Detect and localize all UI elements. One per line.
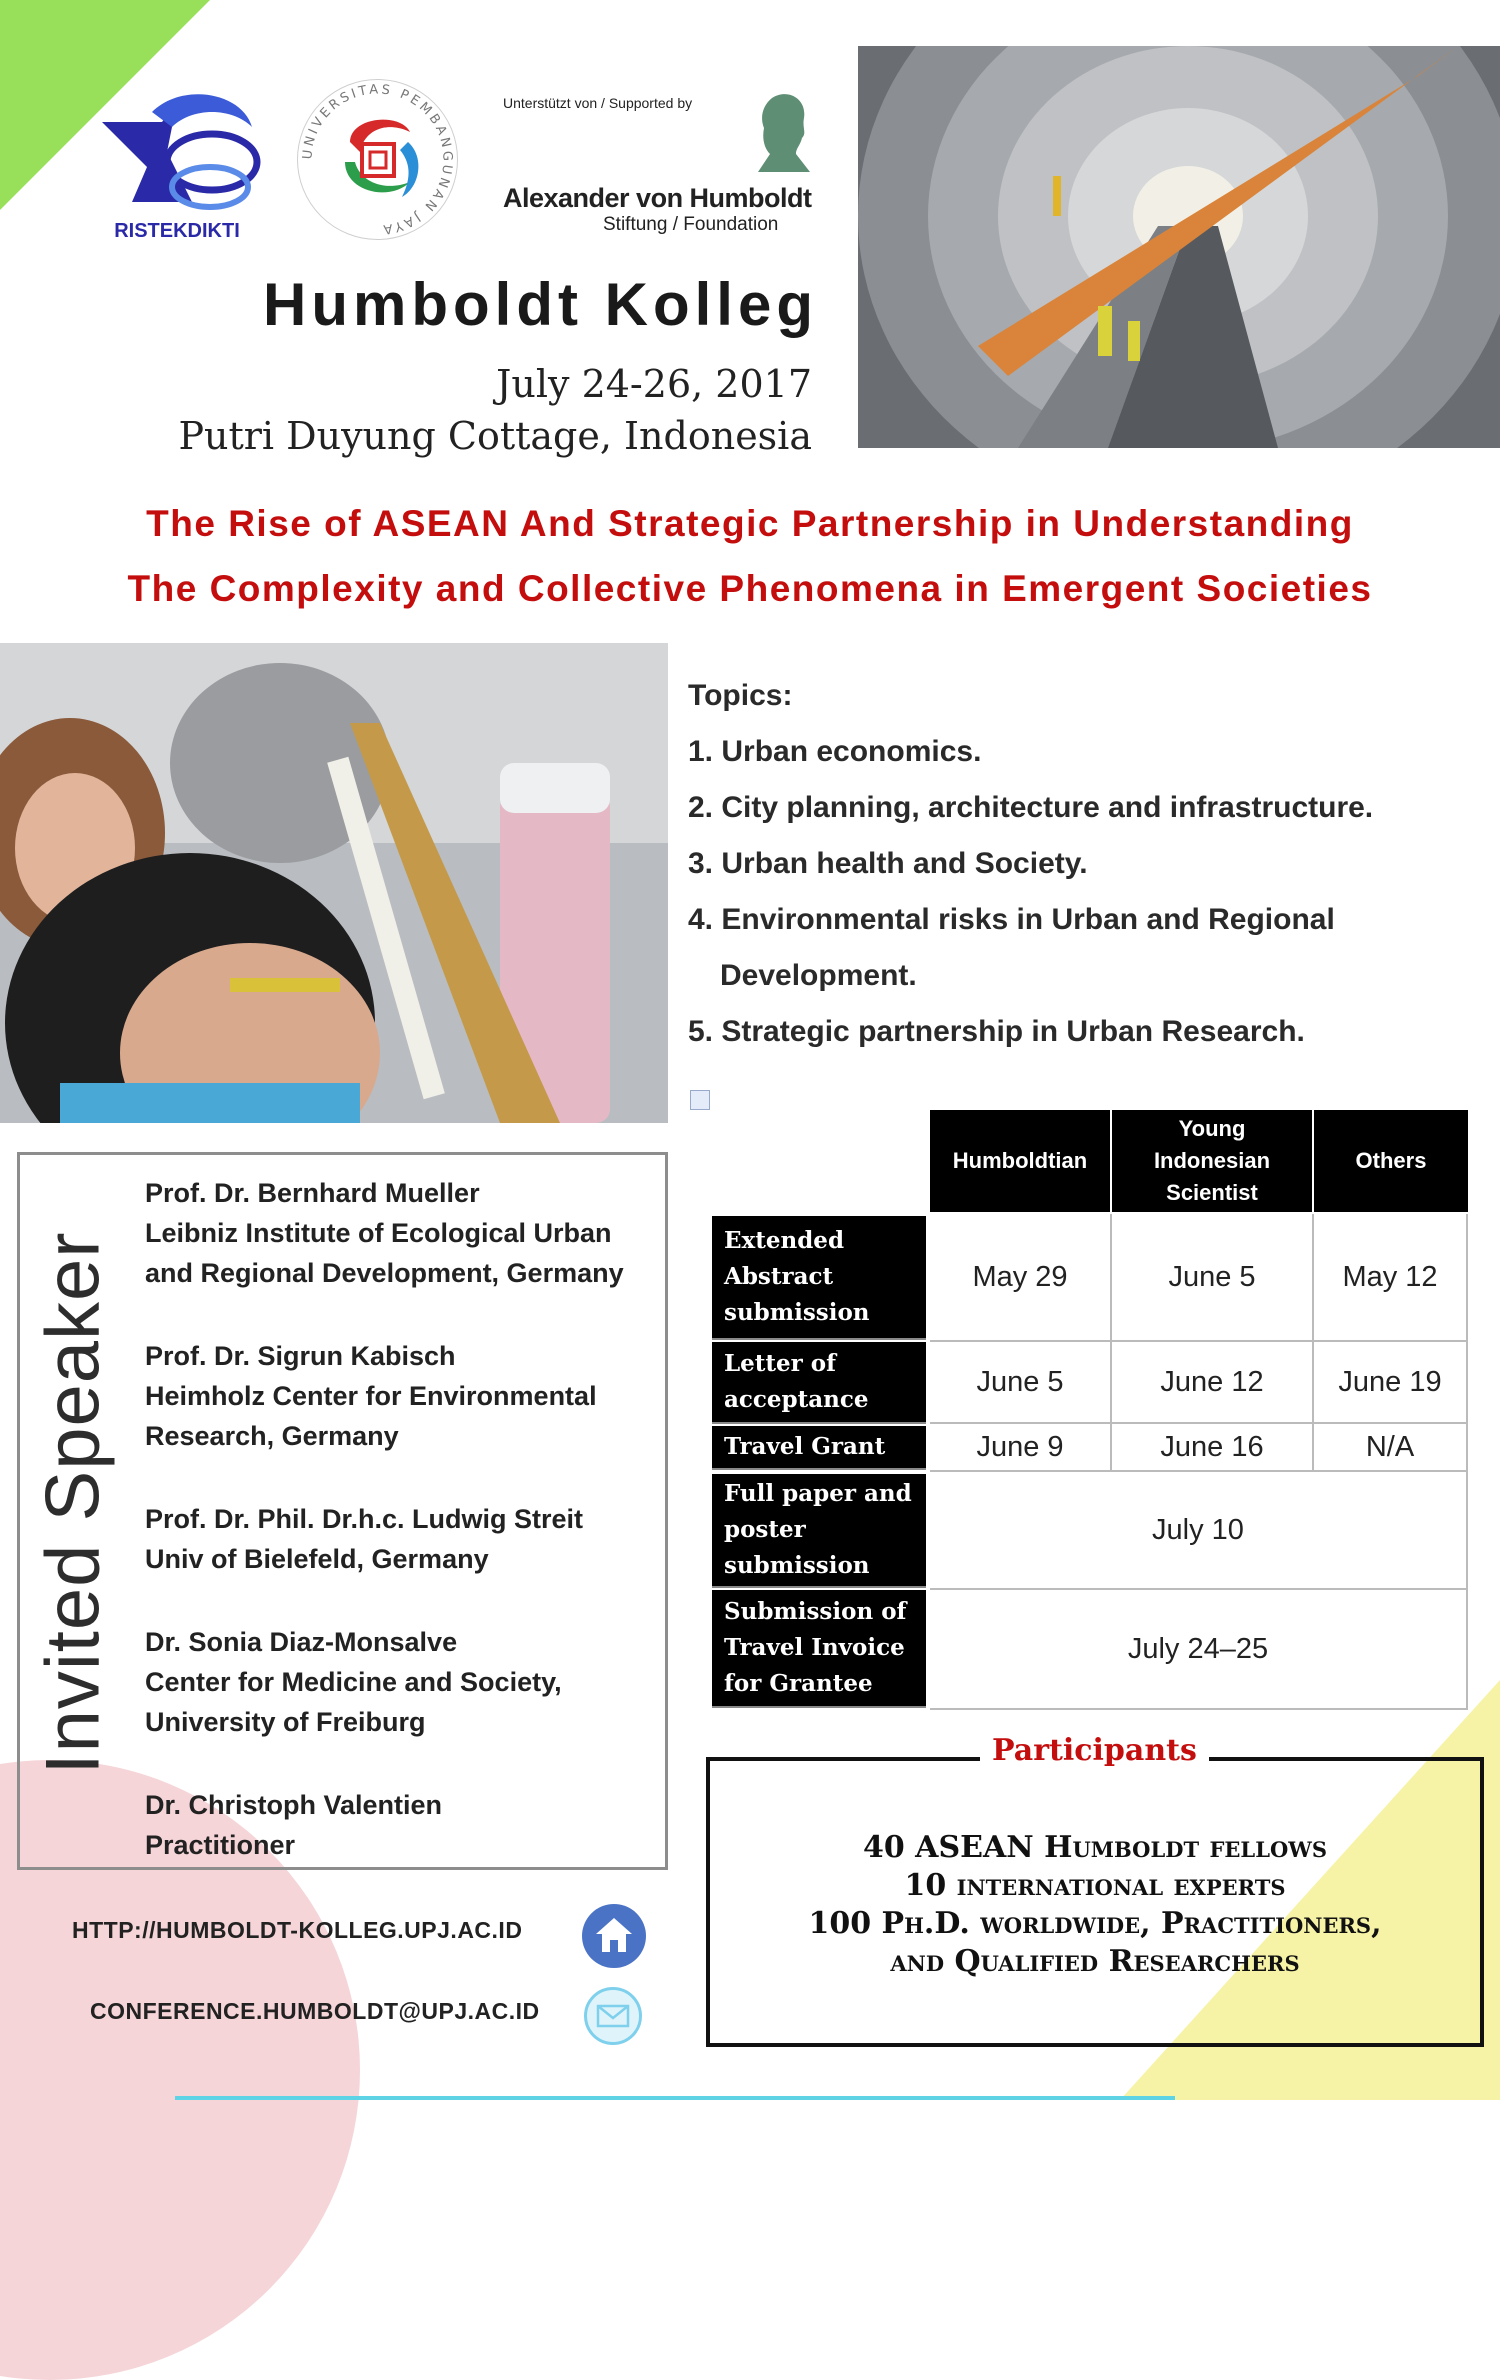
humboldt-foundation-sub: Stiftung / Foundation — [603, 214, 779, 235]
speaker-name: Prof. Dr. Phil. Dr.h.c. Ludwig Streit — [145, 1504, 584, 1534]
row-label: Full paper and poster submission — [712, 1474, 926, 1588]
topic-item: 5. Strategic partnership in Urban Research. — [688, 1015, 1305, 1048]
row-label: Extended Abstract submission — [712, 1216, 926, 1340]
table-cell: May 12 — [1314, 1214, 1468, 1342]
speaker-entry — [145, 1336, 597, 1456]
table-move-handle-icon — [690, 1090, 710, 1110]
ristekdikti-logo — [92, 82, 262, 242]
ristekdikti-wordmark: RISTEKDIKTI — [114, 220, 240, 242]
humboldt-bust-icon — [752, 88, 814, 176]
page-title: Humboldt Kolleg — [263, 271, 818, 338]
home-icon[interactable] — [582, 1904, 646, 1968]
topic-item-continuation: Development. — [720, 959, 917, 992]
table-cell: June 16 — [1112, 1424, 1314, 1472]
invited-speaker-heading: Invited Speaker — [30, 1231, 116, 1775]
speaker-name: Prof. Dr. Sigrun Kabisch — [145, 1341, 456, 1371]
theme-line-2: The Complexity and Collective Phenomena in Emergent Societies — [127, 568, 1373, 609]
participants-line: 100 Ph.D. worldwide, Practitioners, — [808, 1906, 1382, 1941]
speaker-entry — [145, 1173, 624, 1293]
humboldt-supported-by: Unterstützt von / Supported by — [503, 95, 693, 111]
table-cell: June 5 — [930, 1342, 1112, 1424]
table-cell: June 9 — [930, 1424, 1112, 1472]
speaker-entry — [145, 1622, 562, 1742]
tunnel-photo — [858, 46, 1500, 448]
speaker-entry — [145, 1499, 583, 1579]
speaker-name: Dr. Christoph Valentien — [145, 1790, 443, 1820]
humboldt-foundation-name: Alexander von Humboldt — [503, 183, 812, 213]
topic-item: 2. City planning, architecture and infrastructure. — [688, 791, 1374, 824]
speaker-affiliation: University of Freiburg — [145, 1707, 426, 1737]
speaker-affiliation: Heimholz Center for Environmental — [145, 1381, 597, 1411]
speaker-affiliation: Practitioner — [145, 1830, 296, 1860]
table-cell: June 5 — [1112, 1214, 1314, 1342]
event-venue: Putri Duyung Cottage, Indonesia — [178, 414, 812, 458]
topic-item: 1. Urban economics. — [688, 735, 982, 768]
column-header: Others — [1314, 1110, 1468, 1212]
speaker-name: Dr. Sonia Diaz-Monsalve — [145, 1627, 458, 1657]
row-label: Letter of acceptance — [712, 1342, 926, 1424]
email-link[interactable]: CONFERENCE.HUMBOLDT@UPJ.AC.ID — [90, 1998, 540, 2024]
table-cell: June 12 — [1112, 1342, 1314, 1424]
upj-logo — [290, 72, 465, 247]
table-cell: N/A — [1314, 1424, 1468, 1472]
row-label: Submission of Travel Invoice for Grantee — [712, 1590, 926, 1708]
mail-icon[interactable] — [584, 1987, 642, 2045]
table-cell-merged: July 10 — [930, 1472, 1468, 1590]
topic-item: 4. Environmental risks in Urban and Regional — [688, 903, 1335, 936]
speaker-affiliation: Univ of Bielefeld, Germany — [145, 1544, 489, 1574]
row-label: Travel Grant — [712, 1426, 926, 1470]
theme-line-1: The Rise of ASEAN And Strategic Partnership in Understanding — [146, 503, 1354, 544]
speaker-name: Prof. Dr. Bernhard Mueller — [145, 1178, 480, 1208]
upj-ring-text: UNIVERSITAS PEMBANGUNAN JAYA — [300, 82, 455, 237]
table-cell: May 29 — [930, 1214, 1112, 1342]
topic-item: 3. Urban health and Society. — [688, 847, 1088, 880]
table-cell-merged: July 24–25 — [930, 1590, 1468, 1710]
speaker-affiliation: Leibniz Institute of Ecological Urban — [145, 1218, 612, 1248]
participants-line: 10 international experts — [904, 1868, 1286, 1903]
column-header: Humboldtian — [930, 1110, 1110, 1212]
table-cell: June 19 — [1314, 1342, 1468, 1424]
topics-list — [688, 668, 1488, 1060]
bottom-accent-line — [175, 2096, 1175, 2100]
participants-title: Participants — [980, 1733, 1209, 1768]
column-header: Young Indonesian Scientist — [1112, 1110, 1312, 1212]
topics-heading: Topics: — [688, 679, 793, 712]
laboratory-photo — [0, 643, 668, 1123]
participants-line: 40 ASEAN Humboldt fellows — [862, 1830, 1327, 1865]
speaker-entry — [145, 1785, 442, 1865]
speaker-affiliation: Research, Germany — [145, 1421, 399, 1451]
event-date: July 24-26, 2017 — [496, 362, 812, 406]
speaker-affiliation: Center for Medicine and Society, — [145, 1667, 562, 1697]
participants-line: and Qualified Researchers — [890, 1944, 1300, 1979]
website-link[interactable]: HTTP://HUMBOLDT-KOLLEG.UPJ.AC.ID — [72, 1917, 523, 1943]
speaker-affiliation: and Regional Development, Germany — [145, 1258, 624, 1288]
